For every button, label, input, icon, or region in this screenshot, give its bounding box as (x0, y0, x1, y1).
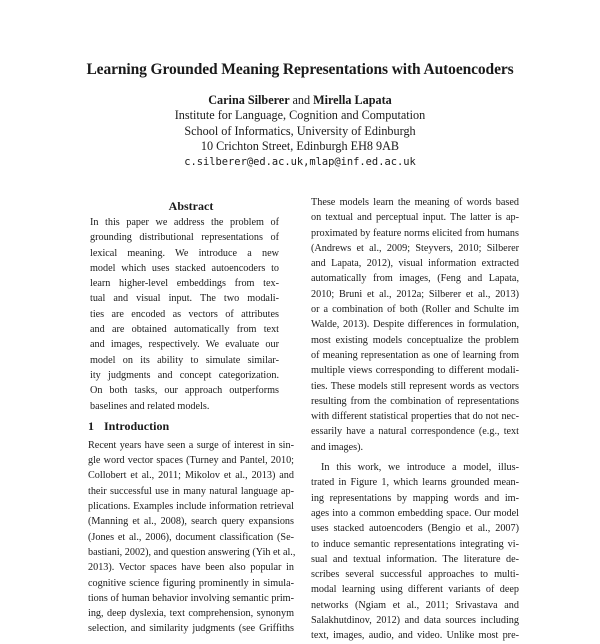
body-line: Walde, 2013). Despite differences in formulation, (311, 319, 519, 331)
body-line: and images). (311, 441, 364, 453)
body-line: on textual and perceptual input. The latter is ap- (311, 212, 519, 224)
body-line: uses stacked autoencoders (Bengio et al., 2007) (311, 523, 519, 535)
body-line: In this work, we introduce a model, illus- (321, 462, 519, 474)
section-title: Introduction (104, 418, 170, 433)
right-paragraph-1 (311, 195, 519, 455)
body-line: Collobert et al., 2011; Mikolov et al., 2013) and (88, 470, 294, 482)
right-column (311, 198, 519, 644)
body-line: ages into a common embedding space. Our model (311, 507, 519, 519)
author-block (0, 93, 600, 170)
body-line: multiple views corresponding to different modali- (311, 365, 519, 377)
body-line: trated in Figure 1, which learns grounded mean- (311, 477, 519, 489)
author-emails: c.silberer@ed.ac.uk,mlap@inf.ed.ac.uk (184, 155, 416, 168)
abstract-line: tual and visual input. The two modali- (90, 293, 279, 305)
abstract-line: model which uses stacked autoencoders to (90, 262, 279, 274)
body-line: gle word vector spaces (Turney and Pantel, 2010; (88, 455, 294, 467)
abstract-line: In this paper we address the problem of (90, 217, 279, 228)
body-line: cognitive science figuring prominently in simula- (88, 577, 294, 589)
body-line: Salakhutdinov, 2012) and data sources including (311, 615, 519, 627)
introduction-body (88, 438, 294, 637)
body-line: modal learning using different variants of deep (311, 584, 519, 596)
body-line: bastiani, 2002), and question answering (Yih et al., (88, 546, 296, 558)
body-line: scribes several successful approaches to multi- (311, 569, 519, 581)
abstract-heading: Abstract (168, 199, 214, 213)
body-line: with different statistical properties that do not nec- (311, 411, 519, 423)
body-line: to induce semantic representations integrating vi- (311, 538, 519, 550)
body-line: ing representations by mapping words and im- (311, 492, 519, 504)
abstract-line: On both tasks, our approach outperforms (90, 385, 279, 397)
section-number: 1 (88, 418, 94, 433)
body-line: 2013). Vector spaces have been also popular in (88, 562, 294, 574)
abstract-line: and images, respectively. We evaluate our (90, 339, 279, 351)
body-line: tions of human behavior involving semantic prim- (88, 592, 294, 604)
abstract-line: ties are encoded as vectors of attributes (90, 308, 279, 320)
section-heading-introduction (88, 418, 294, 434)
body-line: proximated by feature norms elicited from humans (311, 227, 519, 239)
author-1: Carina Silberer (208, 93, 290, 107)
body-line: networks (Ngiam et al., 2011; Srivastava and (311, 599, 519, 611)
body-line: automatically from images, (Feng and Lapata, (311, 273, 519, 285)
body-line: These models learn the meaning of words based (311, 197, 519, 208)
paper-title: Learning Grounded Meaning Representations with Autoencoders (86, 61, 514, 78)
body-line: (Andrews et al., 2009; Steyvers, 2010; Silberer (311, 242, 519, 254)
body-line: ties. These models still represent words as vectors (311, 380, 519, 392)
author-2: Mirella Lapata (313, 93, 392, 107)
body-line: of meaning representation as one of learning from (311, 349, 519, 361)
affiliation-line: 10 Crichton Street, Edinburgh EH8 9AB (200, 139, 400, 154)
abstract-line: model on its ability to simulate similar- (90, 354, 279, 366)
abstract-line: and are obtained automatically from text (90, 324, 279, 336)
author-names (0, 93, 600, 108)
author-conjunction: and (292, 93, 311, 107)
body-line: Recent years have seen a surge of interest in sin- (88, 439, 294, 451)
body-line: essarily have a natural correspondence (e.g., text (311, 426, 519, 438)
body-line: and Lapata, 2012), visual information extracted (311, 258, 519, 270)
abstract-line: lexical meaning. We introduce a new (90, 247, 279, 259)
body-line: most existing models conceptualize the problem (311, 334, 519, 346)
left-column (88, 198, 294, 637)
right-paragraph-2 (311, 460, 519, 644)
body-line: resulting from the combination of representations (311, 395, 519, 407)
abstract-body (90, 215, 279, 414)
body-line: or a combination of both (Roller and Schulte im (311, 304, 519, 316)
affiliation-line: School of Informatics, University of Edinburgh (184, 123, 416, 138)
abstract-line: ity judgments and concept categorization. (90, 369, 279, 381)
abstract-line: grounding distributional representations of (90, 232, 279, 244)
body-line: selection, and similarity judgments (see Griffiths (88, 623, 294, 635)
body-line: (Jones et al., 2006), document classification (Se- (88, 531, 294, 543)
abstract-line: baselines and related models. (90, 400, 210, 412)
body-line: plications. Examples include information retrieval (88, 501, 294, 513)
body-line: (Manning et al., 2008), search query expansions (88, 516, 294, 528)
body-line: their successful use in many natural language ap- (88, 485, 294, 497)
body-line: text, images, audio, and video. Unlike most pre- (311, 630, 519, 642)
abstract-line: learn higher-level embeddings from tex- (90, 278, 279, 290)
affiliation-line: Institute for Language, Cognition and Computation (174, 108, 426, 123)
body-line: sual and textual information. The literature de- (311, 553, 519, 565)
body-line: 2010; Bruni et al., 2012a; Silberer et al., 2013) (311, 288, 519, 300)
body-line: ing, deep dyslexia, text comprehension, synonym (88, 608, 294, 620)
